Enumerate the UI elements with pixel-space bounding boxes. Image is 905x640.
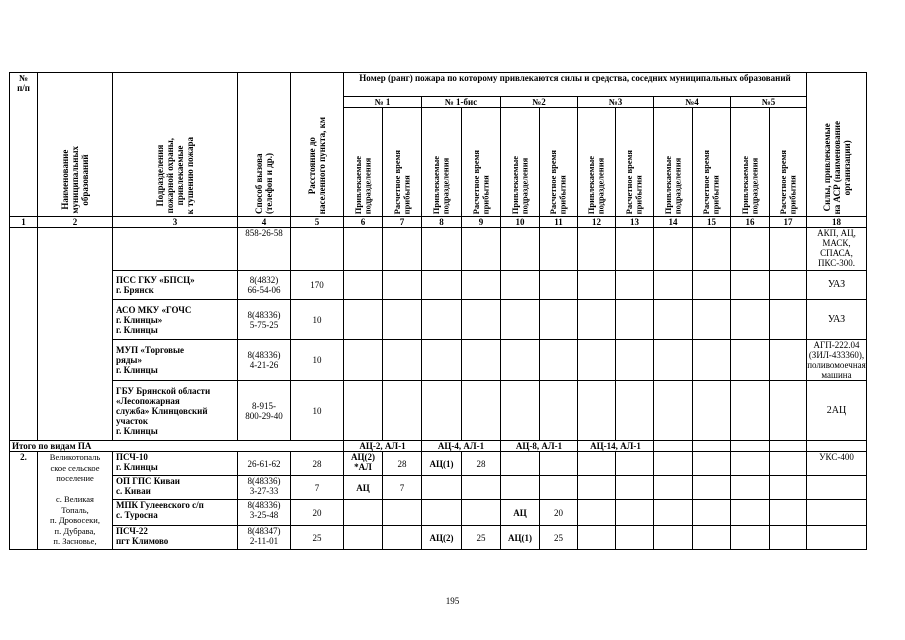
rank-5: №5: [731, 97, 807, 108]
cell-asr: УАЗ: [807, 300, 867, 340]
sub-header-units: Привлекаемые подразделения: [731, 108, 770, 217]
header-rank-group: Номер (ранг) пожара по которому привлекаются силы и средства, соседних муниципальных образований: [344, 73, 807, 97]
column-number-row: [10, 217, 867, 228]
cell-call: 8(48336) 4-21-26: [238, 340, 291, 381]
sub-header-time: Расчетное время прибытия: [693, 108, 731, 217]
cell-distance: 10: [291, 300, 344, 340]
column-number: 18: [807, 217, 867, 228]
cell-distance: 20: [291, 500, 344, 526]
cell-asr: УКС-400: [807, 452, 867, 476]
cell-call: 26-61-62: [238, 452, 291, 476]
cell-municipality: [38, 228, 113, 441]
cell-rank-2-time: 25: [540, 526, 578, 550]
cell-rank-1bis-time: 28: [462, 452, 501, 476]
totals-label: Итого по видам ПА: [10, 441, 344, 452]
rank-3: №3: [578, 97, 654, 108]
cell-asr: 2АЦ: [807, 381, 867, 441]
cell-distance: 10: [291, 340, 344, 381]
header-asr: Силы, привлекаемые на АСР (наименование организации): [807, 73, 867, 217]
totals-row: [10, 441, 867, 452]
cell-distance: 170: [291, 271, 344, 300]
table-row: [10, 452, 867, 476]
cell-rank-1-time: 7: [383, 476, 422, 500]
sub-header-units: Привлекаемые подразделения: [344, 108, 383, 217]
totals-rank-2: АЦ-8, АЛ-1: [501, 441, 578, 452]
sub-header-units: Привлекаемые подразделения: [578, 108, 616, 217]
header-municipality: Наименование муниципальных образований: [38, 73, 113, 217]
column-number: 1: [10, 217, 38, 228]
cell-unit: ГБУ Брянской области «Лесопожарная служба» Клинцовский участок г. Клинцы: [113, 381, 238, 441]
cell-call: 8(48347) 2-11-01: [238, 526, 291, 550]
column-number: 9: [462, 217, 501, 228]
column-number: 13: [616, 217, 654, 228]
cell-unit: ПСЧ-22 пгт Климово: [113, 526, 238, 550]
cell-distance: 10: [291, 381, 344, 441]
fire-forces-table: [9, 72, 867, 550]
cell-rank-2-units: АЦ: [501, 500, 540, 526]
column-number: 17: [770, 217, 807, 228]
table-row: [10, 500, 867, 526]
page-number: 195: [445, 596, 460, 606]
cell-distance: [291, 228, 344, 271]
cell-asr: [807, 476, 867, 500]
cell-asr: [807, 500, 867, 526]
cell-unit: ОП ГПС Киваи с. Киваи: [113, 476, 238, 500]
cell-call: 858-26-58: [238, 228, 291, 271]
cell-rank-1-units: АЦ(2) *АЛ: [344, 452, 383, 476]
cell-rank-2-time: 20: [540, 500, 578, 526]
column-number: 12: [578, 217, 616, 228]
column-number: 3: [113, 217, 238, 228]
cell-rank-1-time: 28: [383, 452, 422, 476]
cell-municipality: Великотопаль ское сельское поселение с. Великая Топаль, п. Дровосеки, п. Дубрава, п. Засновье,: [38, 452, 113, 550]
header-call-method: Способ вызова (телефон и др.): [238, 73, 291, 217]
table-row: [10, 526, 867, 550]
cell-rank-1-units: АЦ: [344, 476, 383, 500]
rank-1: № 1: [344, 97, 422, 108]
cell-call: 8(48336) 3-27-33: [238, 476, 291, 500]
totals-rank-3: АЦ-14, АЛ-1: [578, 441, 654, 452]
cell-asr: АГП-222.04 (ЗИЛ-433360), поливомоечная машина: [807, 340, 866, 380]
column-number: 15: [693, 217, 731, 228]
sub-header-time: Расчетное время прибытия: [462, 108, 501, 217]
cell-asr: [807, 526, 867, 550]
cell-unit: [113, 228, 238, 271]
column-number: 10: [501, 217, 540, 228]
cell-distance: 25: [291, 526, 344, 550]
cell-rank-1bis-units: АЦ(2): [422, 526, 462, 550]
cell-call: 8-915- 800-29-40: [238, 381, 291, 441]
column-number: 4: [238, 217, 291, 228]
column-number: 2: [38, 217, 113, 228]
rank-1bis: № 1-бис: [422, 97, 501, 108]
cell-asr: АКП, АЦ, МАСК, СПАСА, ПКС-300.: [807, 228, 867, 271]
cell-unit: ПСЧ-10 г. Клинцы: [113, 452, 238, 476]
cell-rank-1bis-units: АЦ(1): [422, 452, 462, 476]
totals-rank-1: АЦ-2, АЛ-1: [344, 441, 422, 452]
sub-header-time: Расчетное время прибытия: [770, 108, 807, 217]
cell-rank-1bis-time: 25: [462, 526, 501, 550]
column-number: 8: [422, 217, 462, 228]
table-row: [10, 271, 867, 300]
cell-no: 2.: [10, 452, 38, 550]
sub-header-time: Расчетное время прибытия: [540, 108, 578, 217]
table-row: [10, 340, 867, 381]
cell-unit: ПСС ГКУ «БПСЦ» г. Брянск: [113, 271, 238, 300]
sub-header-units: Привлекаемые подразделения: [422, 108, 462, 217]
table-row: [10, 228, 867, 271]
table-row: [10, 300, 867, 340]
header-units: Подразделения пожарной охраны, привлекаемые к тушению пожара: [113, 73, 238, 217]
cell-asr: УАЗ: [807, 271, 867, 300]
column-number: 5: [291, 217, 344, 228]
header-distance: Расстояние до населенного пункта, км: [291, 73, 344, 217]
column-number: 7: [383, 217, 422, 228]
cell-unit: МПК Гулеевского с/п с. Туросна: [113, 500, 238, 526]
cell-call: 8(4832) 66-54-06: [238, 271, 291, 300]
cell-call: 8(48336) 3-25-48: [238, 500, 291, 526]
table-row: [10, 476, 867, 500]
table-row: [10, 381, 867, 441]
column-number: 14: [654, 217, 693, 228]
column-number: 16: [731, 217, 770, 228]
cell-unit: МУП «Торговые ряды» г. Клинцы: [113, 340, 238, 381]
totals-rank-1bis: АЦ-4, АЛ-1: [422, 441, 501, 452]
cell-no: [10, 228, 38, 441]
column-number: 11: [540, 217, 578, 228]
cell-call: 8(48336) 5-75-25: [238, 300, 291, 340]
cell-distance: 7: [291, 476, 344, 500]
sub-header-time: Расчетное время прибытия: [383, 108, 422, 217]
rank-2: №2: [501, 97, 578, 108]
sub-header-units: Привлекаемые подразделения: [654, 108, 693, 217]
sub-header-units: Привлекаемые подразделения: [501, 108, 540, 217]
rank-4: №4: [654, 97, 731, 108]
header-no: № п/п: [10, 73, 38, 217]
cell-rank-2-units: АЦ(1): [501, 526, 540, 550]
sub-header-time: Расчетное время прибытия: [616, 108, 654, 217]
column-number: 6: [344, 217, 383, 228]
cell-unit: АСО МКУ «ГОЧС г. Клинцы» г. Клинцы: [113, 300, 238, 340]
cell-distance: 28: [291, 452, 344, 476]
